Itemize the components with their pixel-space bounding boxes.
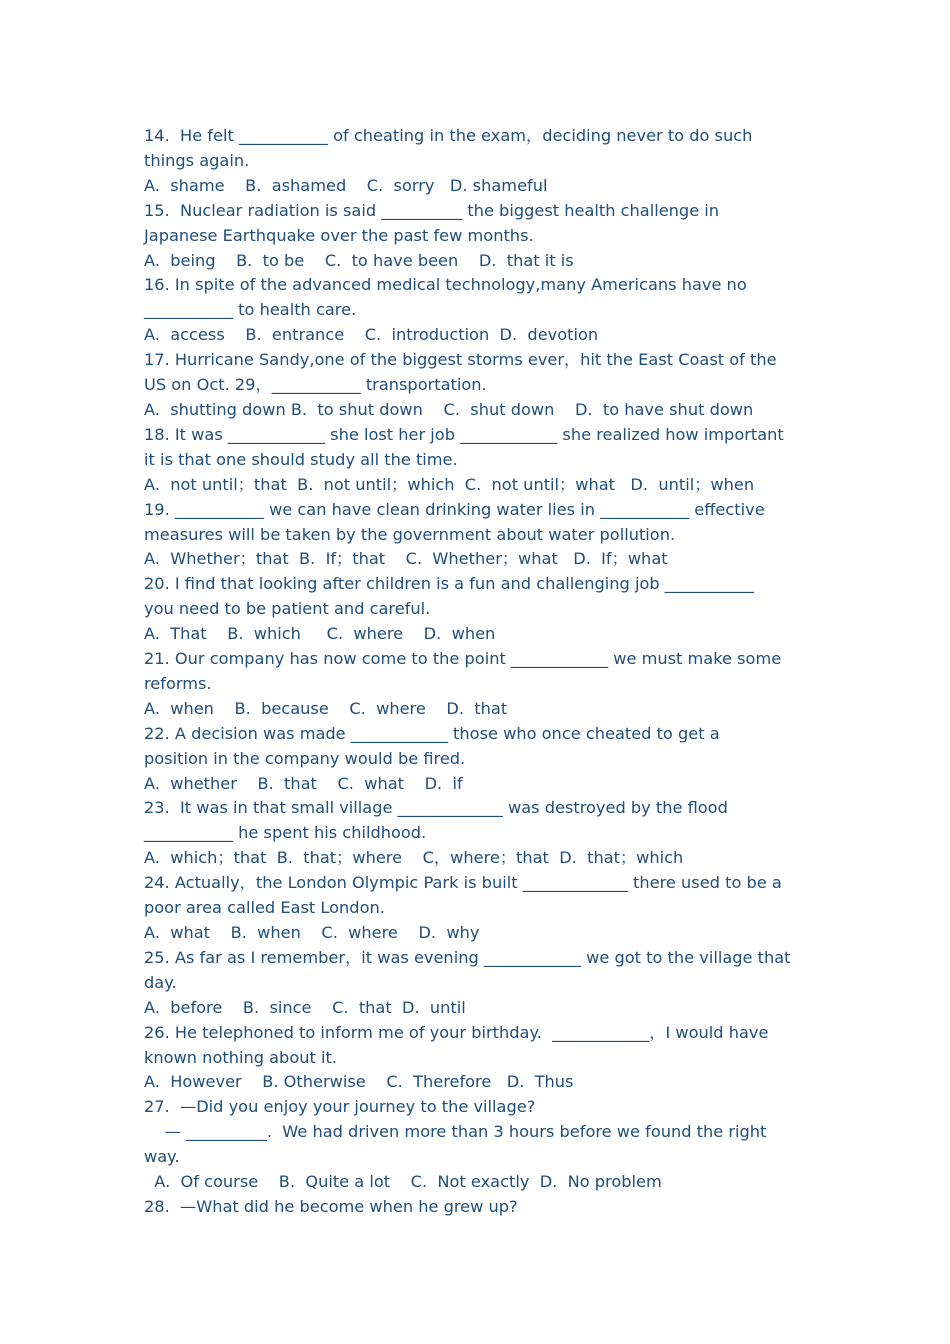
question-14-stem: 14. He felt ___________ of cheating in the exam，deciding never to do such — [144, 126, 753, 145]
question-15-stem-cont: Japanese Earthquake over the past few months. — [144, 225, 534, 245]
question-23-stem: 23. It was in that small village _____________ was destroyed by the flood — [144, 798, 728, 818]
question-17-stem-cont: US on Oct. 29，___________ transportation. — [144, 375, 487, 395]
question-18-stem: 18. It was ____________ she lost her job ____________ she realized how important — [144, 424, 784, 444]
question-25-stem-cont: day. — [144, 972, 177, 992]
question-19-stem-cont: measures will be taken by the government about water pollution. — [144, 524, 676, 544]
question-20-stem-cont: you need to be patient and careful. — [144, 599, 431, 619]
question-27-stem: 27. —Did you enjoy your journey to the village? — [144, 1097, 536, 1117]
question-16-stem-cont: ___________ to health care. — [144, 300, 357, 320]
question-28-stem: 28. —What did he become when he grew up? — [144, 1196, 518, 1216]
question-25-options: A. before B. since C. that D. until — [144, 997, 466, 1017]
question-24-stem: 24. Actually，the London Olympic Park is built _____________ there used to be a — [144, 873, 782, 893]
question-16-stem: 16. In spite of the advanced medical technology,many Americans have no — [144, 275, 747, 295]
question-20-stem: 20. I find that looking after children is a fun and challenging job ___________ — [144, 574, 754, 594]
question-19-stem: 19. ___________ we can have clean drinking water lies in ___________ effective — [144, 499, 765, 519]
question-24-options: A. what B. when C. where D. why — [144, 923, 480, 942]
question-22-stem: 22. A decision was made ____________ those who once cheated to get a — [144, 723, 720, 743]
question-14-options: A. shame B. ashamed C. sorry D. shameful — [144, 175, 548, 195]
document-page — [144, 124, 814, 1220]
question-17-options: A. shutting down B. to shut down C. shut down D. to have shut down — [144, 399, 754, 419]
question-24-stem-cont: poor area called East London. — [144, 898, 385, 918]
question-27-response-cont: way. — [144, 1147, 180, 1167]
question-16-options: A. access B. entrance C. introduction D. devotion — [144, 325, 599, 345]
question-15-options: A. being B. to be C. to have been D. that it is — [144, 250, 574, 270]
question-25-stem: 25. As far as I remember，it was evening ____________ we got to the village that — [144, 947, 791, 967]
question-23-options: A. which；that B. that；where C，where；that D. that；which — [144, 848, 684, 868]
question-21-options: A. when B. because C. where D. that — [144, 698, 508, 718]
question-15-stem: 15. Nuclear radiation is said __________ the biggest health challenge in — [144, 200, 720, 220]
question-21-stem-cont: reforms. — [144, 673, 212, 693]
question-21-stem: 21. Our company has now come to the point ____________ we must make some — [144, 649, 782, 669]
question-23-stem-cont: ___________ he spent his childhood. — [144, 823, 427, 843]
question-19-options: A. Whether；that B. If；that C. Whether；what D. If；what — [144, 549, 668, 569]
question-18-stem-cont: it is that one should study all the time. — [144, 449, 458, 469]
question-20-options: A. That B. which C. where D. when — [144, 624, 496, 644]
question-22-stem-cont: position in the company would be fired. — [144, 748, 466, 768]
question-27-options: A. Of course B. Quite a lot C. Not exactly D. No problem — [144, 1172, 662, 1192]
question-26-options: A. However B. Otherwise C. Therefore D. Thus — [144, 1072, 574, 1092]
question-27-response: — __________. We had driven more than 3 hours before we found the right — [144, 1122, 767, 1142]
question-17-stem: 17. Hurricane Sandy,one of the biggest storms ever，hit the East Coast of the — [144, 350, 777, 370]
question-26-stem-cont: known nothing about it. — [144, 1047, 337, 1067]
question-14-stem-cont: things again. — [144, 150, 250, 170]
question-18-options: A. not until；that B. not until；which C. not until；what D. until；when — [144, 474, 755, 494]
question-22-options: A. whether B. that C. what D. if — [144, 773, 463, 793]
question-26-stem: 26. He telephoned to inform me of your birthday. ____________，I would have — [144, 1022, 769, 1042]
